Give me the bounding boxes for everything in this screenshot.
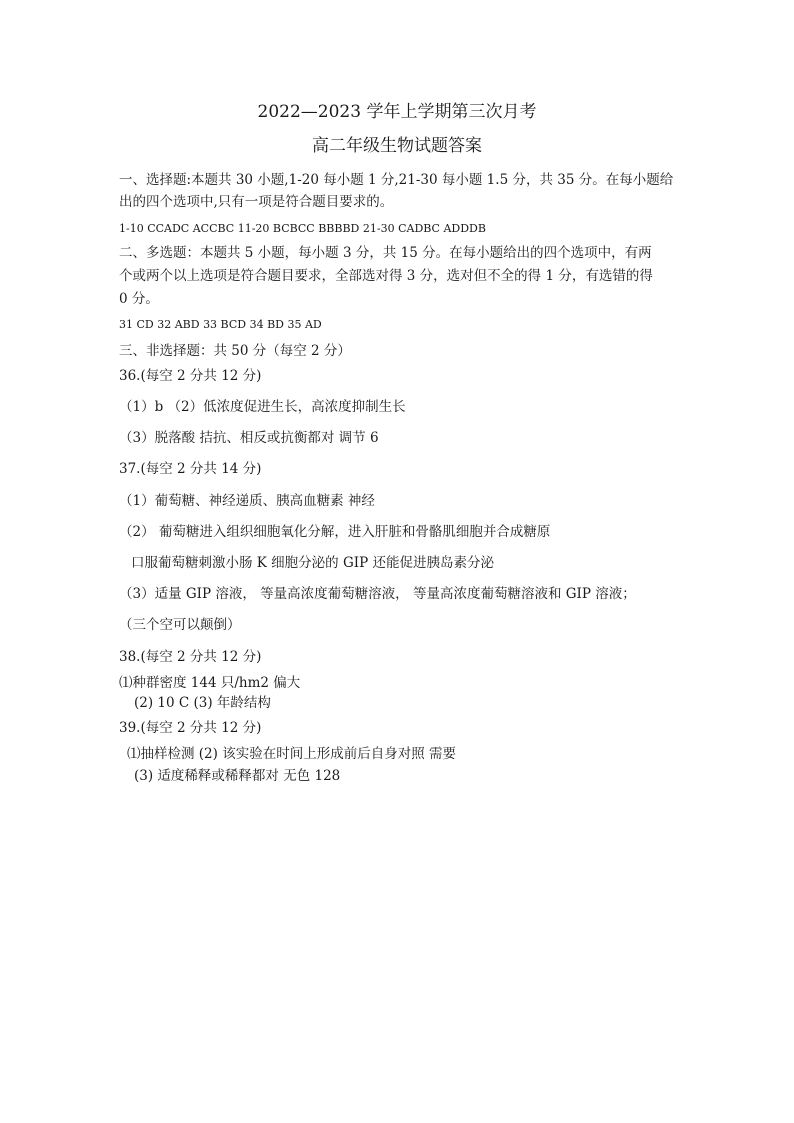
q39-heading: 39.(每空 2 分共 12 分) (119, 720, 262, 736)
page-title: 2022—2023 学年上学期第三次月考 (257, 102, 537, 122)
q39-answer-2: (3) 适度稀释或稀释都对 无色 128 (134, 768, 341, 784)
q36-answer-1: （1）b （2）低浓度促进生长，高浓度抑制生长 (119, 399, 406, 415)
q37-heading: 37.(每空 2 分共 14 分) (119, 461, 262, 477)
q37-answer-4: （3）适量 GIP 溶液， 等量高浓度葡萄糖溶液， 等量高浓度葡萄糖溶液和 GIP 溶液； (119, 586, 636, 602)
q39-answer-1: ⑴抽样检测 (2) 该实验在时间上形成前后自身对照 需要 (127, 746, 456, 762)
q38-heading: 38.(每空 2 分共 12 分) (119, 649, 262, 665)
section1-line1: 一、选择题:本题共 30 小题,1-20 每小题 1 分,21-30 每小题 1.5 分，共 35 分。在每小题给 (119, 172, 674, 188)
q38-answer-2: (2) 10 C (3) 年龄结构 (134, 695, 271, 711)
q36-heading: 36.(每空 2 分共 12 分) (119, 368, 262, 384)
section2-line3: 0 分。 (119, 291, 159, 307)
q37-answer-3: 口服葡萄糖刺激小肠 K 细胞分泌的 GIP 还能促进胰岛素分泌 (131, 555, 494, 571)
section2-answers: 31 CD 32 ABD 33 BCD 34 BD 35 AD (119, 318, 322, 331)
q36-answer-2: （3）脱落酸 拮抗、相反或抗衡都对 调节 6 (119, 430, 379, 446)
section1-answers: 1-10 CCADC ACCBC 11-20 BCBCC BBBBD 21-30 CADBC ADDDB (119, 222, 486, 235)
q37-answer-5: （三个空可以颠倒） (119, 617, 241, 633)
q38-answer-1: ⑴种群密度 144 只/hm2 偏大 (119, 675, 301, 691)
section1-line2: 出的四个选项中,只有一项是符合题目要求的。 (119, 194, 394, 210)
section2-line1: 二、多选题：本题共 5 小题，每小题 3 分，共 15 分。在每小题给出的四个选项中，有两 (119, 245, 652, 261)
q37-answer-1: （1）葡萄糖、神经递质、胰高血糖素 神经 (119, 493, 375, 509)
page-subtitle: 高二年级生物试题答案 (312, 136, 482, 156)
section2-line2: 个或两个以上选项是符合题目要求，全部选对得 3 分，选对但不全的得 1 分，有选错的得 (119, 268, 653, 284)
section3-heading: 三、非选择题：共 50 分（每空 2 分） (119, 343, 351, 359)
q37-answer-2: （2） 葡萄糖进入组织细胞氧化分解，进入肝脏和骨骼肌细胞并合成糖原 (119, 524, 551, 540)
